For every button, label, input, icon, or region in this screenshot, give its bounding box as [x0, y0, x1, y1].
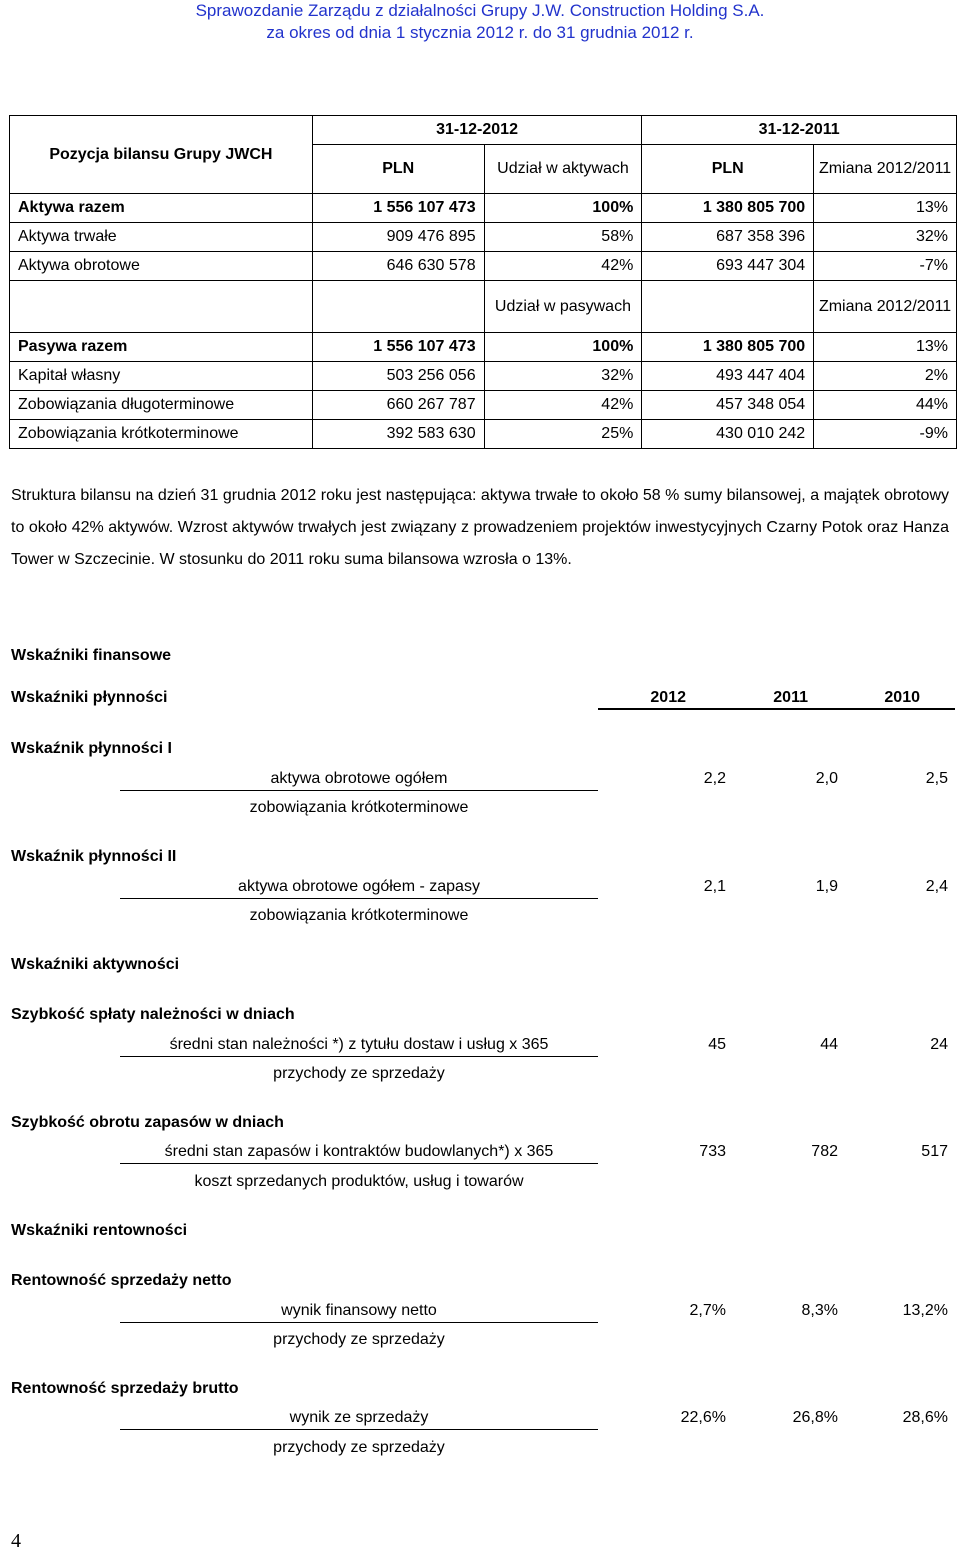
header-share-assets: Udział w aktywach: [484, 145, 642, 194]
header-line-1: Sprawozdanie Zarządu z działalności Grupy J.W. Construction Holding S.A.: [195, 1, 765, 20]
row-value-2012: 1 556 107 473: [312, 333, 484, 362]
row-change: 44%: [814, 391, 957, 420]
ratio-numerator: wynik finansowy netto: [120, 1302, 598, 1323]
ratio-value-2012: 2,1: [703, 878, 726, 895]
ratio-value-2012: 2,7%: [689, 1302, 726, 1319]
liquidity-title: Wskaźniki płynności: [11, 689, 168, 706]
page-number: 4: [11, 1530, 21, 1552]
table-row: [10, 194, 957, 223]
row-value-2012: 646 630 578: [312, 252, 484, 281]
row-value-2011: 687 358 396: [642, 223, 814, 252]
header-pln-2011: PLN: [642, 145, 814, 194]
table-row: [10, 333, 957, 362]
row-share: 32%: [484, 362, 642, 391]
row-label: Pasywa razem: [10, 333, 313, 362]
row-value-2012: 660 267 787: [312, 391, 484, 420]
table-title: Pozycja bilansu Grupy JWCH: [10, 116, 313, 194]
ratio-value-2012: 45: [708, 1036, 726, 1053]
ratio-value-2011: 1,9: [815, 878, 838, 895]
header-line-2: za okres od dnia 1 stycznia 2012 r. do 31 grudnia 2012 r.: [266, 23, 694, 42]
header-change-liabilities: Zmiana 2012/2011: [814, 281, 957, 333]
row-change: 2%: [814, 362, 957, 391]
ratio-denominator: koszt sprzedanych produktów, usług i towarów: [194, 1173, 524, 1190]
row-value-2012: 392 583 630: [312, 420, 484, 449]
ratio-name-inventory: Szybkość obrotu zapasów w dniach: [11, 1114, 284, 1131]
balance-commentary: Struktura bilansu na dzień 31 grudnia 2012 roku jest następująca: aktywa trwałe to około 58 % sumy bilansowej, a majątek obrotowy to około 42% aktywów. Wzrost aktywów trwałych jest związany z prowadzeniem projektów inwestycyjnych Czarny Potok oraz Hanza Tower w Szczecinie. W stosunku do 2011 roku suma bilansowa wzrosła o 13%.: [11, 487, 949, 568]
table-row: [10, 223, 957, 252]
years-underline: [598, 708, 955, 710]
row-change: 32%: [814, 223, 957, 252]
ratio-value-2011: 782: [811, 1143, 838, 1160]
header-share-liabilities: Udział w pasywach: [484, 281, 642, 333]
ratio-denominator: przychody ze sprzedaży: [273, 1065, 445, 1082]
row-change: -7%: [814, 252, 957, 281]
row-change: 13%: [814, 333, 957, 362]
empty-cell: [312, 281, 484, 333]
header-date-2011: 31-12-2011: [642, 116, 957, 145]
row-value-2011: 693 447 304: [642, 252, 814, 281]
profitability-title: Wskaźniki rentowności: [11, 1222, 188, 1239]
ratio-numerator: wynik ze sprzedaży: [120, 1409, 598, 1430]
row-label: Aktywa trwałe: [10, 223, 313, 252]
table-row: [10, 252, 957, 281]
ratio-value-2010: 28,6%: [902, 1409, 948, 1426]
row-share: 100%: [484, 333, 642, 362]
ratio-name-liquidity-2: Wskaźnik płynności II: [11, 848, 177, 865]
row-value-2012: 1 556 107 473: [312, 194, 484, 223]
ratio-numerator: aktywa obrotowe ogółem - zapasy: [120, 878, 598, 899]
empty-cell: [10, 281, 313, 333]
row-share: 42%: [484, 391, 642, 420]
row-share: 25%: [484, 420, 642, 449]
row-value-2011: 1 380 805 700: [642, 194, 814, 223]
ratio-denominator: zobowiązania krótkoterminowe: [249, 799, 469, 816]
row-share: 58%: [484, 223, 642, 252]
row-label: Zobowiązania krótkoterminowe: [10, 420, 313, 449]
ratio-denominator: zobowiązania krótkoterminowe: [249, 907, 469, 924]
row-value-2012: 503 256 056: [312, 362, 484, 391]
row-value-2011: 1 380 805 700: [642, 333, 814, 362]
row-value-2011: 457 348 054: [642, 391, 814, 420]
balance-table: [9, 115, 957, 449]
ratio-value-2012: 733: [699, 1143, 726, 1160]
ratio-value-2010: 2,4: [925, 878, 948, 895]
year-2012: 2012: [650, 689, 686, 706]
ratio-name-net-margin: Rentowność sprzedaży netto: [11, 1272, 232, 1289]
ratio-value-2010: 24: [930, 1036, 948, 1053]
row-label: Aktywa razem: [10, 194, 313, 223]
ratio-denominator: przychody ze sprzedaży: [273, 1439, 445, 1456]
ratio-value-2010: 517: [921, 1143, 948, 1160]
header-change-assets: Zmiana 2012/2011: [814, 145, 957, 194]
page-header: [0, 0, 960, 44]
row-value-2011: 430 010 242: [642, 420, 814, 449]
ratio-value-2011: 8,3%: [801, 1302, 838, 1319]
ratio-value-2011: 44: [820, 1036, 838, 1053]
row-share: 42%: [484, 252, 642, 281]
table-row: [10, 391, 957, 420]
header-pln-2012: PLN: [312, 145, 484, 194]
row-share: 100%: [484, 194, 642, 223]
empty-cell: [642, 281, 814, 333]
row-value-2011: 493 447 404: [642, 362, 814, 391]
ratio-name-receivables: Szybkość spłaty należności w dniach: [11, 1006, 295, 1023]
ratio-value-2011: 26,8%: [792, 1409, 838, 1426]
header-date-2012: 31-12-2012: [312, 116, 642, 145]
ratio-name-gross-margin: Rentowność sprzedaży brutto: [11, 1380, 239, 1397]
section-title-financial-ratios: Wskaźniki finansowe: [11, 647, 172, 664]
table-row: [10, 420, 957, 449]
activity-title: Wskaźniki aktywności: [11, 956, 180, 973]
ratio-value-2011: 2,0: [815, 770, 838, 787]
row-change: -9%: [814, 420, 957, 449]
row-label: Zobowiązania długoterminowe: [10, 391, 313, 420]
row-label: Kapitał własny: [10, 362, 313, 391]
ratio-name-liquidity-1: Wskaźnik płynności I: [11, 740, 172, 757]
ratio-value-2012: 22,6%: [680, 1409, 726, 1426]
row-value-2012: 909 476 895: [312, 223, 484, 252]
year-2010: 2010: [884, 689, 920, 706]
row-change: 13%: [814, 194, 957, 223]
ratio-numerator: średni stan należności *) z tytułu dostaw i usług x 365: [120, 1036, 598, 1057]
row-label: Aktywa obrotowe: [10, 252, 313, 281]
year-2011: 2011: [773, 689, 808, 706]
ratio-value-2010: 13,2%: [902, 1302, 948, 1319]
ratio-value-2010: 2,5: [925, 770, 948, 787]
ratio-denominator: przychody ze sprzedaży: [273, 1331, 445, 1348]
ratio-numerator: aktywa obrotowe ogółem: [120, 770, 598, 791]
ratio-value-2012: 2,2: [703, 770, 726, 787]
ratio-numerator: średni stan zapasów i kontraktów budowlanych*) x 365: [120, 1143, 598, 1164]
table-row: [10, 362, 957, 391]
